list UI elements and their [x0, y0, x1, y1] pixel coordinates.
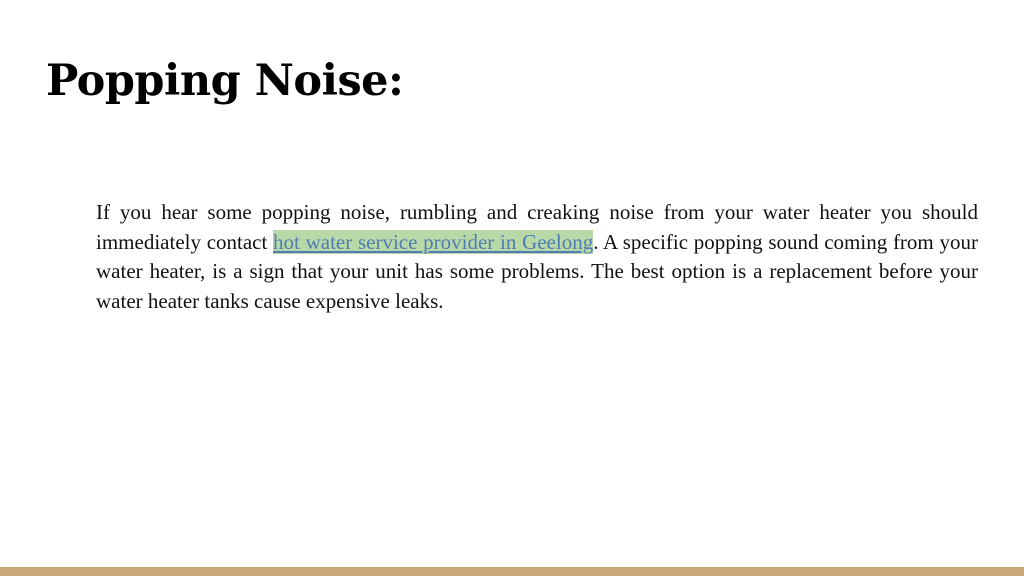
paragraph-text-after-link: . A specific popping sound coming from your water heater, is a sign that your unit has some problems. The best option is a replacement before your water heater tanks cause expensive leaks.	[96, 229, 978, 313]
paragraph-text-before-link: If you hear some popping noise, rumbling and creaking noise from your water heater you should immediately contact	[96, 200, 978, 254]
bottom-accent-bar	[0, 567, 1024, 576]
body-paragraph	[96, 198, 978, 316]
hot-water-service-link[interactable]: hot water service provider in Geelong	[273, 229, 594, 254]
slide-title: Popping Noise:	[46, 56, 404, 106]
